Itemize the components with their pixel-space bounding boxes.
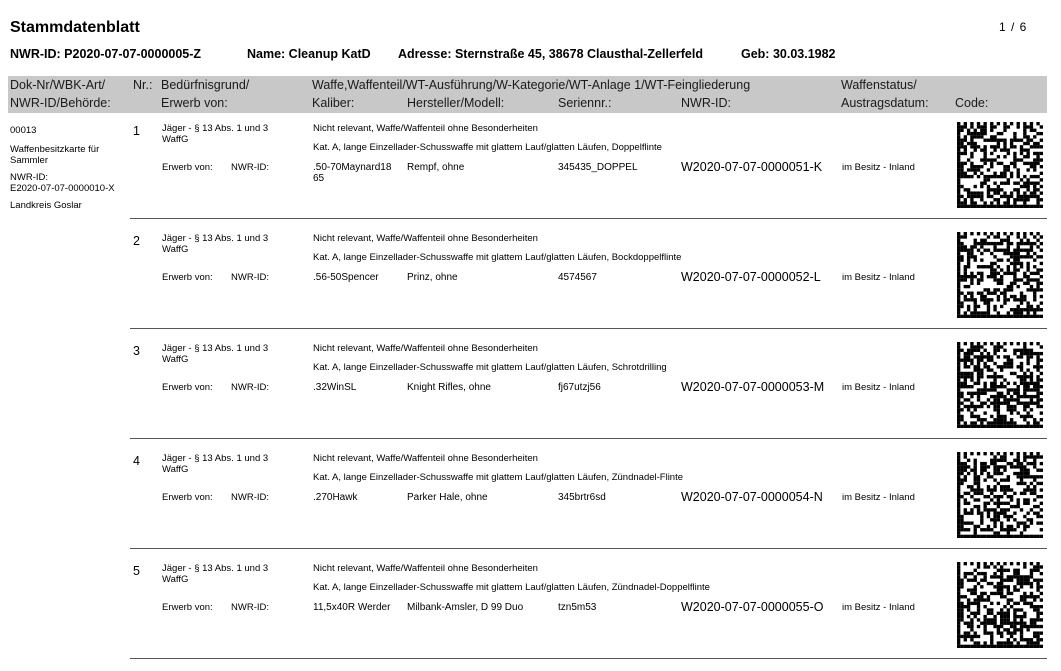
page-title: Stammdatenblatt [10,19,140,36]
col-caliber: Kaliber: [312,96,355,110]
row-weapon-category: Kat. A, lange Einzellader-Schusswaffe mit glattem Lauf/glatten Läufen, Schrotdrilling [313,362,667,373]
row-serial: fj67utzj56 [558,382,601,393]
row-weapon-description: Nicht relevant, Waffe/Waffenteil ohne Besonderheiten [313,563,538,574]
row-nwr-id: W2020-07-07-0000053-M [681,380,825,394]
row-caliber: .32WinSL [313,382,357,393]
row-caliber: .270Hawk [313,492,358,503]
document-nwr-id: E2020-07-07-0000010-X [10,183,115,194]
row-separator [130,438,1047,439]
row-acquired-nwr-label: NWR-ID: [231,602,269,613]
row-acquired-label: Erwerb von: [162,272,213,283]
row-acquired-nwr-label: NWR-ID: [231,492,269,503]
row-serial: 4574567 [558,272,597,283]
owner-name: Name: Cleanup KatD [247,47,371,61]
row-caliber: .50-70Maynard18 65 [313,162,392,184]
row-acquired-nwr-label: NWR-ID: [231,272,269,283]
row-caliber: 11,5x40R Werder [313,602,391,613]
col-maker: Hersteller/Modell: [407,96,505,110]
row-nwr-id: W2020-07-07-0000055-O [681,600,824,614]
card-type: Waffenbesitzkarte für Sammler [10,144,100,166]
col-doc-line2: NWR-ID/Behörde: [10,96,111,110]
row-reason: Jäger - § 13 Abs. 1 und 3 WaffG [162,233,269,255]
row-nwr-id: W2020-07-07-0000054-N [681,490,823,504]
row-serial: tzn5m53 [558,602,597,613]
row-weapon-category: Kat. A, lange Einzellader-Schusswaffe mit glattem Lauf/glatten Läufen, Zündnadel-Doppelflinte [313,582,710,593]
row-acquired-nwr-label: NWR-ID: [231,162,269,173]
row-maker: Prinz, ohne [407,272,458,283]
col-status-line2: Austragsdatum: [841,96,929,110]
row-number: 3 [133,344,140,358]
row-acquired-label: Erwerb von: [162,162,213,173]
datamatrix-code [957,232,1043,318]
owner-nwr-id: NWR-ID: P2020-07-07-0000005-Z [10,47,202,61]
row-reason: Jäger - § 13 Abs. 1 und 3 WaffG [162,563,269,585]
row-acquired-label: Erwerb von: [162,492,213,503]
row-reason: Jäger - § 13 Abs. 1 und 3 WaffG [162,453,269,475]
col-reason-line1: Bedürfnisgrund/ [161,78,250,92]
row-acquired-label: Erwerb von: [162,602,213,613]
row-status: im Besitz - Inland [842,162,915,173]
col-serial: Seriennr.: [558,96,612,110]
row-weapon-category: Kat. A, lange Einzellader-Schusswaffe mit glattem Lauf/glatten Läufen, Bockdoppelflinte [313,252,682,263]
row-maker: Milbank-Amsler, D 99 Duo [407,602,524,613]
row-weapon-category: Kat. A, lange Einzellader-Schusswaffe mit glattem Lauf/glatten Läufen, Doppelflinte [313,142,662,153]
row-maker: Knight Rifles, ohne [407,382,491,393]
row-weapon-description: Nicht relevant, Waffe/Waffenteil ohne Besonderheiten [313,233,538,244]
row-weapon-description: Nicht relevant, Waffe/Waffenteil ohne Besonderheiten [313,343,538,354]
row-maker: Parker Hale, ohne [407,492,488,503]
document-nwr-label: NWR-ID: [10,172,48,183]
row-reason: Jäger - § 13 Abs. 1 und 3 WaffG [162,123,269,145]
col-weapon: Waffe,Waffenteil/WT-Ausführung/W-Kategorie/WT-Anlage 1/WT-Feingliederung [312,78,751,92]
row-number: 1 [133,124,140,138]
row-serial: 345435_DOPPEL [558,162,638,173]
datamatrix-code [957,562,1043,648]
row-status: im Besitz - Inland [842,492,915,503]
row-status: im Besitz - Inland [842,602,915,613]
owner-birthdate: Geb: 30.03.1982 [741,47,836,61]
row-serial: 345brtr6sd [558,492,606,503]
row-maker: Rempf, ohne [407,162,465,173]
row-nwr-id: W2020-07-07-0000051-K [681,160,823,174]
col-status-line1: Waffenstatus/ [841,78,917,92]
owner-address: Adresse: Sternstraße 45, 38678 Clausthal-Zellerfeld [398,47,703,61]
column-header-bar [8,76,1047,113]
row-status: im Besitz - Inland [842,382,915,393]
row-acquired-label: Erwerb von: [162,382,213,393]
datamatrix-code [957,342,1043,428]
row-weapon-category: Kat. A, lange Einzellader-Schusswaffe mit glattem Lauf/glatten Läufen, Zündnadel-Flinte [313,472,684,483]
page-number: 1 / 6 [999,20,1028,34]
row-separator [130,218,1047,219]
row-weapon-description: Nicht relevant, Waffe/Waffenteil ohne Besonderheiten [313,123,538,134]
row-weapon-description: Nicht relevant, Waffe/Waffenteil ohne Besonderheiten [313,453,538,464]
datamatrix-code [957,122,1043,208]
row-separator [130,658,1047,659]
row-status: im Besitz - Inland [842,272,915,283]
col-nr: Nr.: [133,78,153,92]
datamatrix-code [957,452,1043,538]
col-reason-line2: Erwerb von: [161,96,228,110]
col-code: Code: [955,96,989,110]
row-number: 5 [133,564,140,578]
row-separator [130,548,1047,549]
row-number: 4 [133,454,140,468]
row-reason: Jäger - § 13 Abs. 1 und 3 WaffG [162,343,269,365]
authority: Landkreis Goslar [10,200,82,211]
row-acquired-nwr-label: NWR-ID: [231,382,269,393]
col-nwr-id: NWR-ID: [681,96,731,110]
row-separator [130,328,1047,329]
document-number: 00013 [10,125,37,136]
row-nwr-id: W2020-07-07-0000052-L [681,270,821,284]
row-number: 2 [133,234,140,248]
col-doc-line1: Dok-Nr/WBK-Art/ [10,78,106,92]
row-caliber: .56-50Spencer [313,272,379,283]
